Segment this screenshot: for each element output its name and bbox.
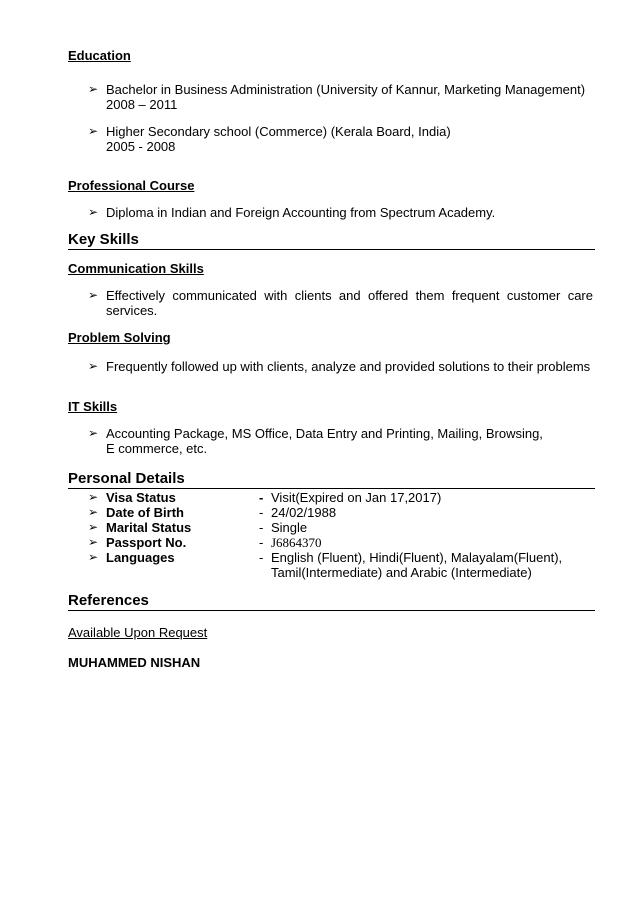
arrow-bullet-icon: ➢ xyxy=(88,359,99,373)
communication-skills-heading: Communication Skills xyxy=(68,261,204,276)
references-text: Available Upon Request xyxy=(68,625,208,640)
detail-label: Languages xyxy=(106,550,175,565)
detail-dash: - xyxy=(259,550,264,565)
it-skills-line-1: Accounting Package, MS Office, Data Entry and Printing, Mailing, Browsing, xyxy=(106,426,543,441)
arrow-bullet-icon: ➢ xyxy=(88,288,99,302)
detail-dash: - xyxy=(259,490,264,505)
detail-value: J6864370 xyxy=(271,535,322,550)
problem-solving-text: Frequently followed up with clients, analyze and provided solutions to their problems xyxy=(106,359,591,374)
signature-name: MUHAMMED NISHAN xyxy=(68,655,201,670)
arrow-bullet-icon: ➢ xyxy=(88,550,99,564)
education-degree: Higher Secondary school (Commerce) (Kerala Board, India) xyxy=(106,124,451,139)
arrow-bullet-icon: ➢ xyxy=(88,124,99,138)
detail-label: Passport No. xyxy=(106,535,187,550)
arrow-bullet-icon: ➢ xyxy=(88,535,99,549)
communication-text: Effectively communicated with clients and offered them frequent customer care xyxy=(106,288,593,303)
detail-value: 24/02/1988 xyxy=(271,505,337,520)
detail-label: Marital Status xyxy=(106,520,192,535)
education-heading: Education xyxy=(68,48,131,63)
course-text: Diploma in Indian and Foreign Accounting from Spectrum Academy. xyxy=(106,205,496,220)
communication-line-2: services. xyxy=(106,303,158,318)
education-degree: Bachelor in Business Administration (University of Kannur, Marketing Management) xyxy=(106,82,586,97)
detail-dash: - xyxy=(259,535,264,550)
problem-solving-heading: Problem Solving xyxy=(68,330,171,345)
key-skills-heading: Key Skills xyxy=(68,231,595,250)
arrow-bullet-icon: ➢ xyxy=(88,205,99,219)
detail-dash: - xyxy=(259,505,264,520)
detail-label: Date of Birth xyxy=(106,505,184,520)
communication-line-1 xyxy=(106,288,593,303)
arrow-bullet-icon: ➢ xyxy=(88,426,99,440)
personal-details-heading: Personal Details xyxy=(68,470,595,489)
arrow-bullet-icon: ➢ xyxy=(88,490,99,504)
it-skills-heading: IT Skills xyxy=(68,399,118,414)
it-skills-line-2: E commerce, etc. xyxy=(106,441,208,456)
detail-value: English (Fluent), Hindi(Fluent), Malayalam(Fluent), xyxy=(271,550,563,565)
detail-dash: - xyxy=(259,520,264,535)
education-years: 2005 - 2008 xyxy=(106,139,176,154)
detail-value-continued: Tamil(Intermediate) and Arabic (Intermediate) xyxy=(271,565,532,580)
detail-label: Visa Status xyxy=(106,490,176,505)
education-years: 2008 – 2011 xyxy=(106,97,178,112)
arrow-bullet-icon: ➢ xyxy=(88,505,99,519)
arrow-bullet-icon: ➢ xyxy=(88,82,99,96)
references-heading: References xyxy=(68,592,595,611)
detail-value: Visit(Expired on Jan 17,2017) xyxy=(271,490,442,505)
detail-value: Single xyxy=(271,520,308,535)
arrow-bullet-icon: ➢ xyxy=(88,520,99,534)
professional-course-heading: Professional Course xyxy=(68,178,195,193)
